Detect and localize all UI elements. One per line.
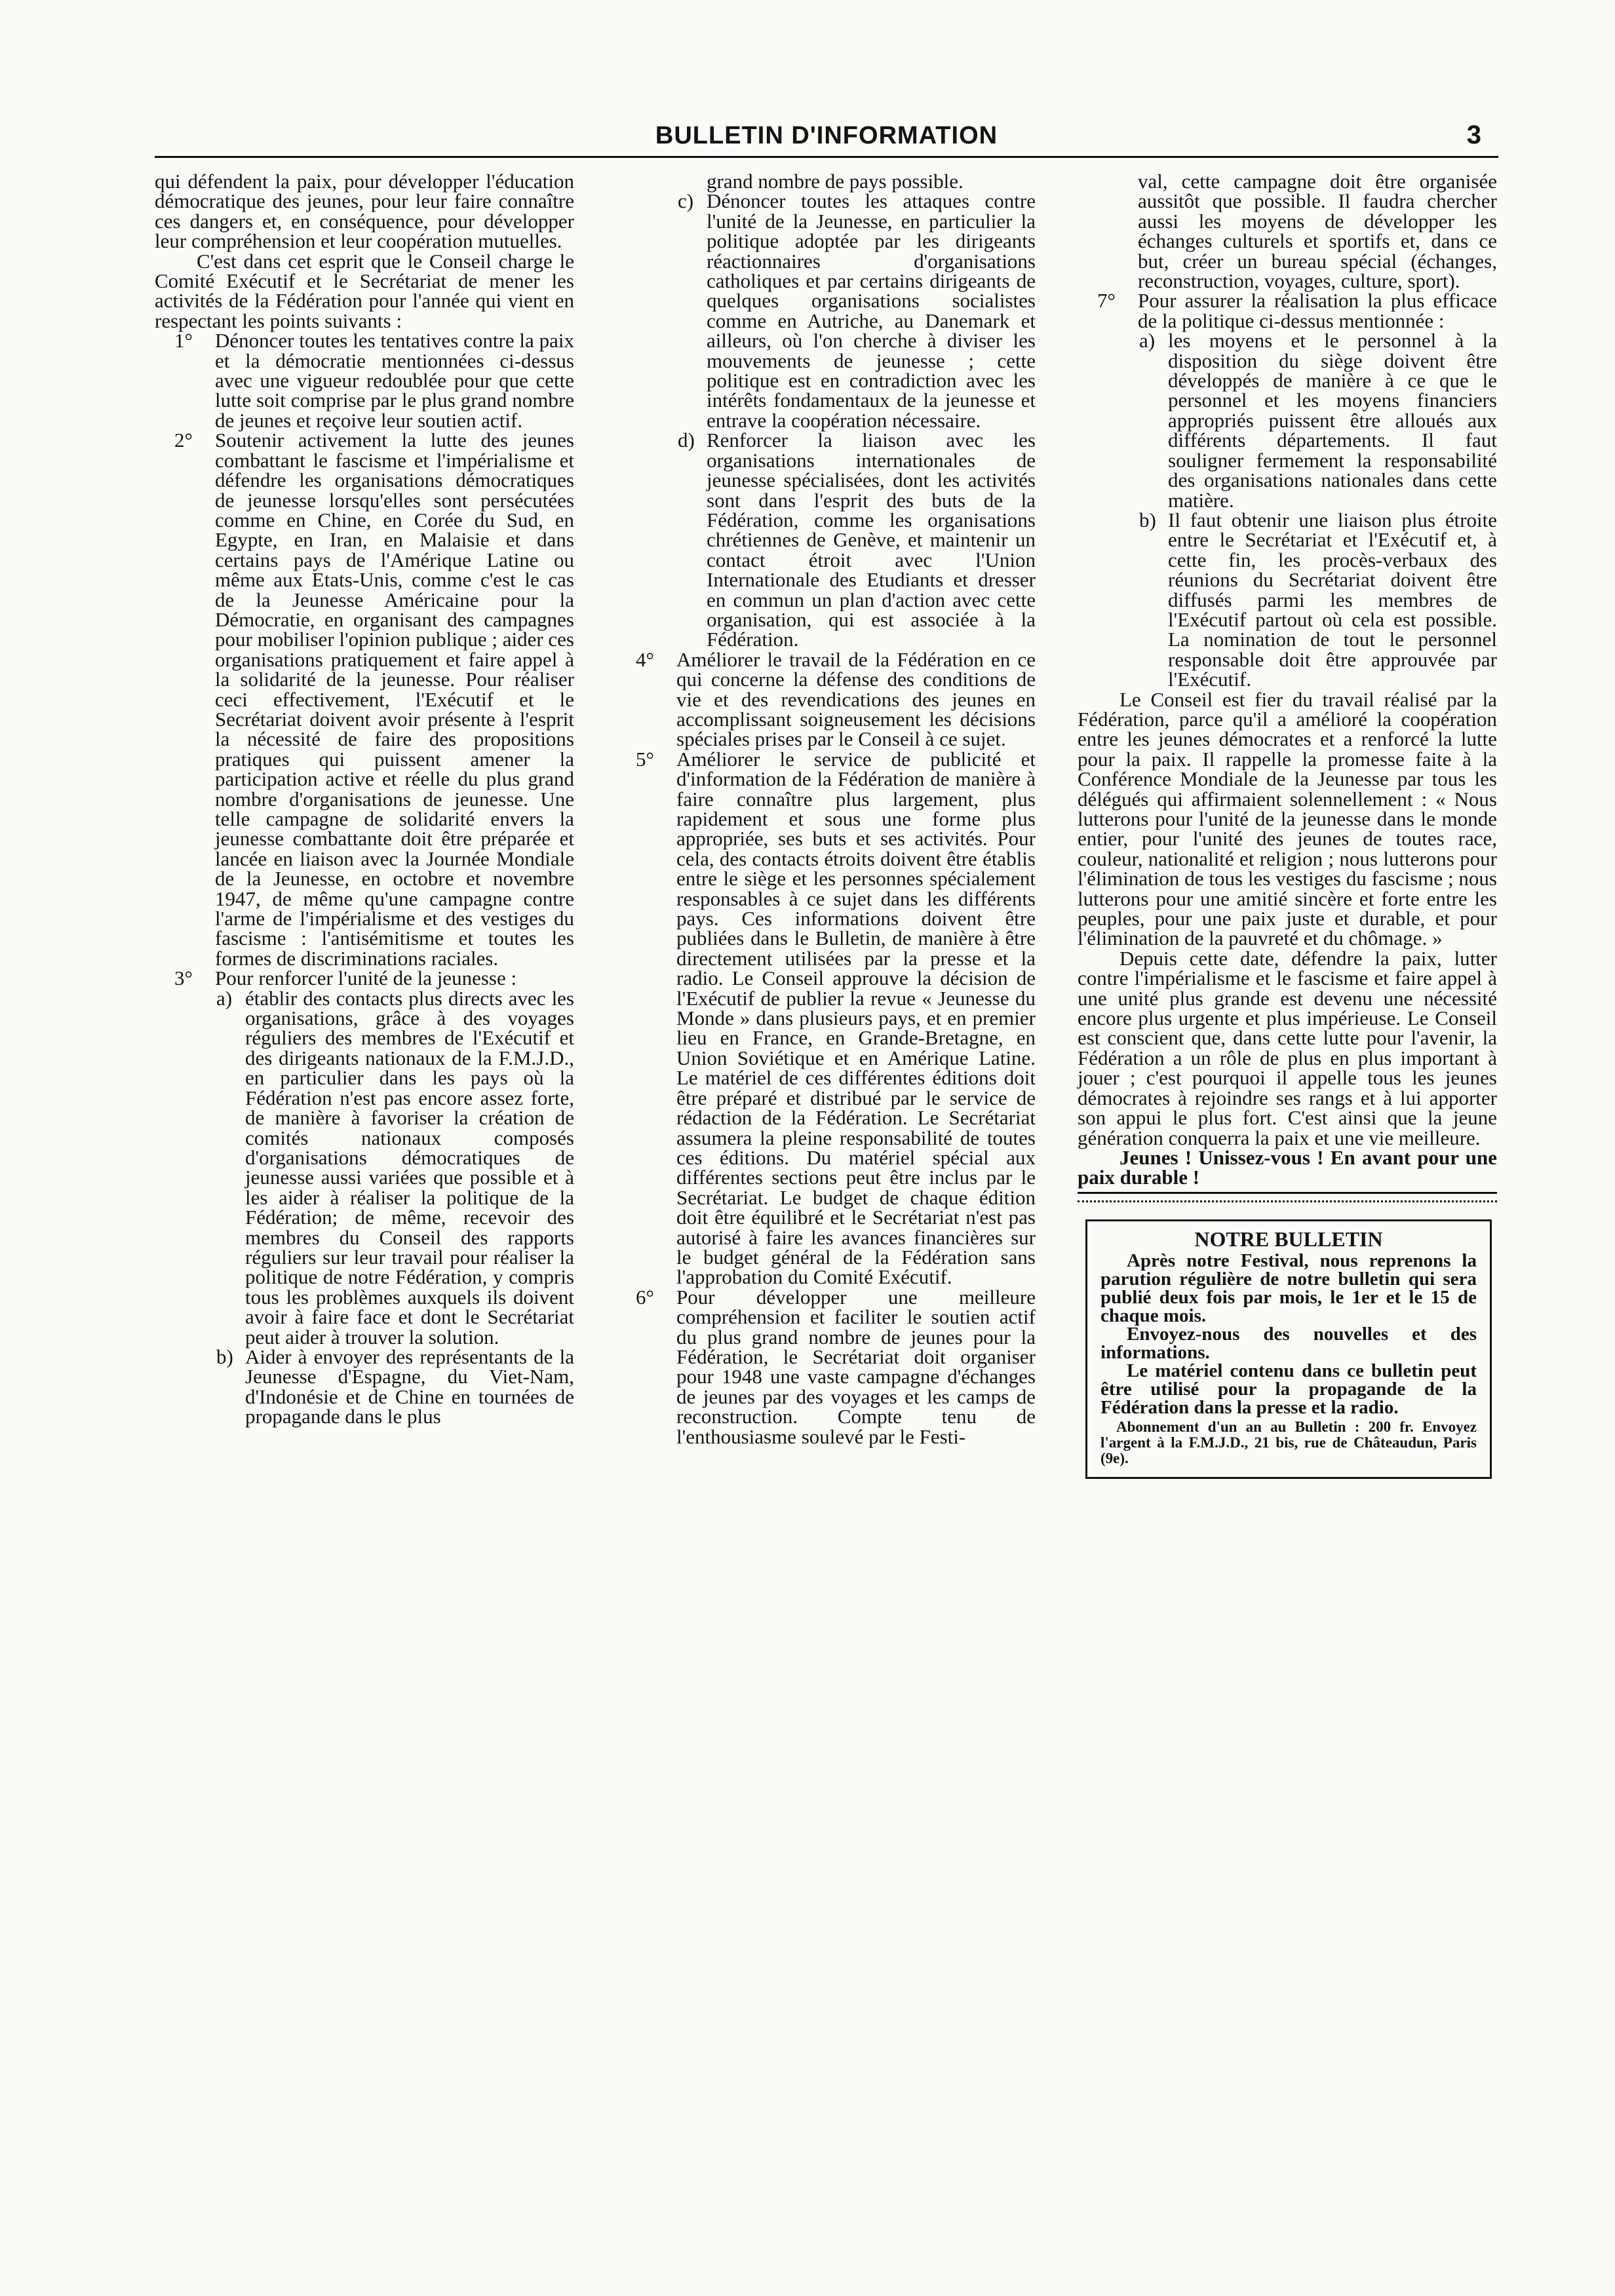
paragraph: Le Conseil est fier du travail réalisé par la Fédération, parce qu'il a amélioré la coopération entre les jeunes démocrates et a renforcé la lutte pour la paix. Il rappelle la promesse faite à la Conférence Mondiale de la Jeunesse par tous les délégués qui affirmaient solennellement : « Nous lutterons pour l'unité de la jeunesse dans le monde entier, pour l'unité des jeunes de toutes race, couleur, nationalité et religion ; nous lutterons pour l'élimination de tous les vestiges du fascisme ; nous lutterons pour une amitié sincère et forte entre les peuples, pour une paix juste et durable, et pour l'élimination de la pauvreté et du chômage. » <box>1078 687 1497 950</box>
subpoint-text: les moyens et le personnel à la disposition du siège doivent être développés de manière à ce que le personnel et les moyens financiers appropriés puissent être alloués aux différents départements. Il faut souligner fermement la responsabilité des organisations nationales dans cette matière. <box>1168 329 1497 512</box>
point-text: Pour développer une meilleure compréhension et faciliter le soutien actif du plus grand nombre de jeunes pour la Fédération, le Secrétariat doit organiser pour 1948 une vaste campagne d'échanges de jeunes par des voyages et les camps de reconstruction. Compte tenu de l'enthousiasme soulevé par le Festi- <box>676 1285 1036 1448</box>
numbered-point <box>616 747 1036 1289</box>
point-number: 7° <box>1097 289 1116 313</box>
point-number: 4° <box>636 647 654 671</box>
subpoint-text: Dénoncer toutes les attaques contre l'unité de la Jeunesse, en particulier la politique adoptée par les dirigeants réactionnaires d'organisations catholiques et par certains dirigeants de quelques organisations socialistes comme en Autriche, au Danemark et ailleurs, où l'on cherche à diviser les mouvements de jeunesse ; cette politique est en contradiction avec les intérêts fondamentaux de la jeunesse et entrave la coopération nécessaire. <box>707 189 1036 432</box>
notice-paragraph: Envoyez-nous des nouvelles et des informations. <box>1100 1324 1477 1364</box>
column-right <box>1078 172 1497 1479</box>
numbered-point <box>616 647 1036 751</box>
point-text: Soutenir activement la lutte des jeunes combattant le fascisme et l'impérialisme et défendre les organisations démocratiques de jeunesse lorsqu'elles sont persécutées comme en Chine, en Corée du Sud, en Egypte, en Iran, en Malaisie et dans certains pays de l'Amérique Latine ou même aux Etats-Unis, comme c'est le cas de la Jeunesse Américaine pour la Démocratie, en organisant des campagnes pour mobiliser l'opinion publique ; aider ces organisations pratiquement et faire appel à la solidarité de la jeunesse. Pour réaliser ceci effectivement, l'Exécutif et le Secrétariat doivent avoir présente à l'esprit la nécessité de faire des propositions pratiques qui puissent amener la participation active et réelle du plus grand nombre d'organisations de jeunesse. Une telle campagne de solidarité envers la jeunesse combattante doit être préparée et lancée en liaison avec la Journée Mondiale de la Jeunesse, en octobre et novembre 1947, de même qu'une campagne contre l'arme de l'impérialisme et des vestiges du fascisme : l'antisémitisme et toutes les formes de discriminations raciales. <box>215 429 574 970</box>
point-number: 3° <box>174 966 193 990</box>
numbered-point <box>155 968 574 988</box>
divider <box>1078 1192 1497 1202</box>
lettered-subpoint <box>155 986 574 1349</box>
column-left <box>155 172 574 1427</box>
subpoint-letter: a) <box>216 986 233 1010</box>
point-text: Améliorer le travail de la Fédération en ce qui concerne la défense des conditions de vie et des revendications des jeunes en accomplissant soigneusement les décisions spéciales prises par le Conseil à ce sujet. <box>676 647 1036 751</box>
page-number: 3 <box>1466 121 1481 149</box>
subpoint-text: établir des contacts plus directs avec les organisations, grâce à des voyages réguliers des membres de l'Exécutif et des dirigeants nationaux de la F.M.J.D., en particulier dans les pays où la Fédération n'est pas encore assez forte, de manière à favoriser la création de comités nationaux composés d'organisations démocratiques de jeunesse aussi variées que possible et à les aider à réaliser la politique de la Fédération; de même, recevoir des membres du Conseil des rapports réguliers sur leur travail pour réaliser la politique de notre Fédération, y compris tous les problèmes auxquels ils doivent avoir à faire face et dont le Secrétariat peut aider à trouver la solution. <box>245 986 574 1349</box>
point-text: val, cette campagne doit être organisée aussitôt que possible. Il faudra chercher aussi les moyens de développer les échanges culturels et sportifs et, dans ce but, créer un bureau spécial (échanges, reconstruction, voyages, culture, sport). <box>1138 170 1497 293</box>
subpoint-letter: a) <box>1139 329 1156 353</box>
subpoint-text: Il faut obtenir une liaison plus étroite entre le Secrétariat et l'Exécutif et, à cette fin, les procès-verbaux des réunions du Secrétariat doivent être diffusés parmi les membres de l'Exécutif partout où cela est possible. La nomination de tout le personnel responsable doit être approuvée par l'Exécutif. <box>1168 508 1497 691</box>
point-number: 6° <box>636 1285 654 1309</box>
numbered-point <box>155 331 574 430</box>
subpoint-text: Renforcer la liaison avec les organisations internationales de jeunesse spécialisées, dont les activités sont dans l'esprit des buts de la Fédération, comme les organisations chrétiennes de Genève, et maintenir un contact étroit avec l'Union Internationale des Etudiants et dresser en commun un plan d'action avec cette organisation, qui est associée à la Fédération. <box>707 429 1036 651</box>
lettered-subpoint <box>1078 510 1497 690</box>
lettered-subpoint <box>155 1347 574 1427</box>
subpoint-letter: b) <box>216 1345 233 1368</box>
paragraph: Depuis cette date, défendre la paix, lutter contre l'impérialisme et le fascisme et faire appel à une unité plus grande est devenu une nécessité encore plus urgente et plus impérieuse. Le Conseil est conscient que, dans cette lutte pour l'avenir, la Fédération a un rôle de plus en plus important à jouer ; c'est pourquoi il appelle tous les jeunes démocrates à rejoindre ses rangs et à lui apporter son appui le plus fort. C'est ainsi que la jeune génération conquerra la paix et une vie meilleure. <box>1078 946 1497 1149</box>
lettered-subpoint <box>616 191 1036 430</box>
subpoint-letter: c) <box>678 189 694 213</box>
point-text: Dénoncer toutes les tentatives contre la paix et la démocratie mentionnées ci-dessus avec une vigueur redoublée pour que cette lutte soit comprise par le plus grand nombre de jeunes et reçoive leur soutien actif. <box>215 329 574 432</box>
point-number: 5° <box>636 747 654 771</box>
notice-title: NOTRE BULLETIN <box>1194 1227 1383 1251</box>
subpoint-text: Aider à envoyer des représentants de la Jeunesse d'Espagne, du Viet-Nam, d'Indonésie et de Chine en tournées de propagande dans le plus <box>245 1345 574 1428</box>
lettered-subpoint <box>616 172 1036 191</box>
notice-paragraph: Le matériel contenu dans ce bulletin peut être utilisé pour la propagande de la Fédération dans la presse et la radio. <box>1100 1360 1477 1419</box>
subpoint-text: grand nombre de pays possible. <box>707 170 963 193</box>
subpoint-letter: b) <box>1139 508 1156 531</box>
subpoint-letter: d) <box>678 429 695 452</box>
numbered-point <box>155 430 574 968</box>
numbered-point <box>616 1285 1036 1448</box>
notice-paragraph: Après notre Festival, nous reprenons la parution régulière de notre bulletin qui sera publié deux fois par mois, le 1er et le 15 de chaque mois. <box>1100 1250 1477 1327</box>
header-rule <box>155 156 1498 158</box>
point-text: Améliorer le service de publicité et d'information de la Fédération de manière à faire connaître plus largement, plus rapidement et sous une forme plus appropriée, ses buts et ses activités. Pour cela, des contacts étroits doivent être établis entre le siège et les personnes spécialement responsables à ce sujet dans les différents pays. Ces informations doivent être publiées dans le Bulletin, de manière à être directement utilisées par la presse et la radio. Le Conseil approuve la décision de l'Exécutif de publier la revue « Jeunesse du Monde » dans plusieurs pays, et en premier lieu en France, en Grande-Bretagne, en Union Soviétique et en Amérique Latine. Le matériel de ces différentes éditions doit être préparé et distribué par le service de rédaction de la Fédération. Le Secrétariat assumera la pleine responsabilité de toutes ces éditions. Du matériel spécial aux différentes sections peut être inclus par le Secrétariat. Le budget de chaque édition doit être équilibré et le Secrétariat n'est pas autorisé à faire les avances financières sur le budget général de la Fédération sans l'approbation du Comité Exécutif. <box>676 747 1036 1289</box>
numbered-point <box>1078 172 1497 291</box>
closing-slogan: Jeunes ! Unissez-vous ! En avant pour une paix durable ! <box>1078 1145 1497 1189</box>
point-text: Pour assurer la réalisation la plus efficace de la politique ci-dessus mentionnée : <box>1138 289 1497 332</box>
notice-box <box>1085 1219 1492 1479</box>
lettered-subpoint <box>616 430 1036 649</box>
point-text: Pour renforcer l'unité de la jeunesse : <box>215 966 517 990</box>
paragraph: C'est dans cet esprit que le Conseil charge le Comité Exécutif et le Secrétariat de mener les activités de la Fédération pour l'année qui vient en respectant les points suivants : <box>155 249 574 332</box>
bulletin-title: BULLETIN D'INFORMATION <box>655 122 998 149</box>
lettered-subpoint <box>1078 331 1497 510</box>
paragraph: qui défendent la paix, pour développer l'éducation démocratique des jeunes, pour leur faire connaître ces dangers et, en conséquence, pour développer leur compréhension et leur coopération mutuelles. <box>155 170 574 253</box>
column-middle <box>616 172 1036 1447</box>
point-number: 2° <box>174 429 193 452</box>
page-header <box>155 118 1498 157</box>
numbered-point <box>1078 291 1497 331</box>
point-number: 1° <box>174 329 193 353</box>
subscription-info: Abonnement d'un an au Bulletin : 200 fr. Envoyez l'argent à la F.M.J.D., 21 bis, rue de Châteaudun, Paris (9e). <box>1100 1419 1477 1467</box>
